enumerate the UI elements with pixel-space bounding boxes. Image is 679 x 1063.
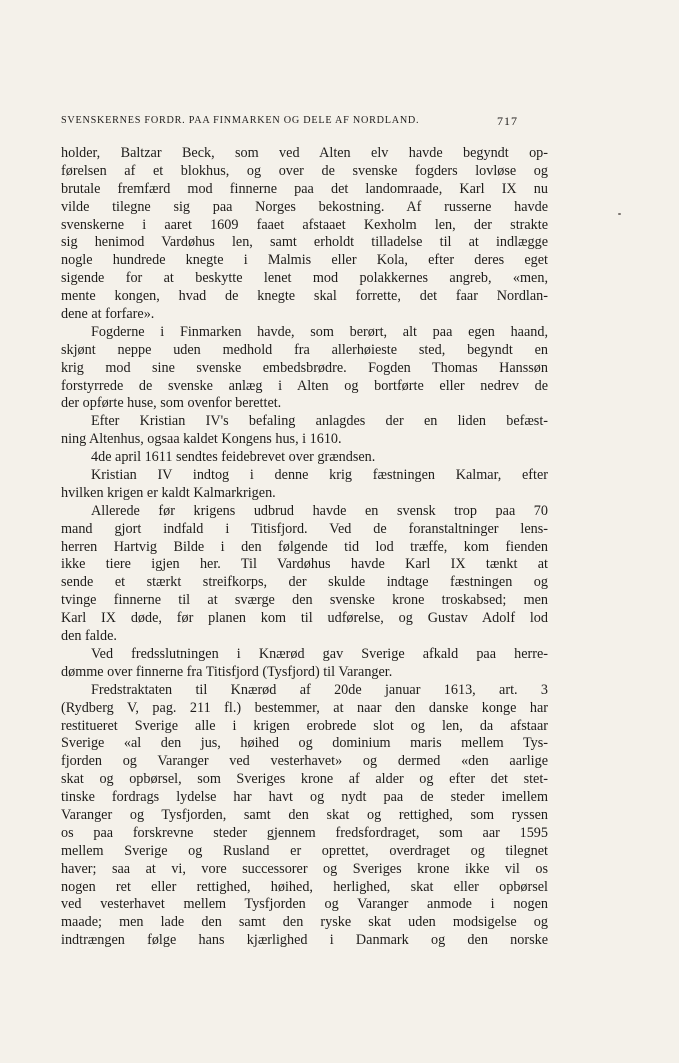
text-line: sigende for at beskytte lenet mod polakkernes angreb, «men, — [61, 270, 548, 287]
running-header — [61, 113, 518, 129]
text-line: Efter Kristian IV's befaling anlagdes der en liden befæst- — [91, 413, 548, 430]
text-line: Varanger og Tysfjorden, samt den skat og rettighed, som ryssen — [61, 806, 548, 823]
text-line: Ved fredsslutningen i Knærød gav Sverige afkald paa herre- — [91, 645, 548, 662]
text-line: sende et stærkt streifkorps, der skulde indtage fæstningen og — [61, 574, 548, 591]
body-text — [61, 145, 548, 950]
text-line: sig henimod Vardøhus len, samt erholdt tilladelse til at indlægge — [61, 234, 548, 251]
text-line: mente kongen, hvad de knegte skal forrette, det faar Nordlan- — [61, 288, 548, 305]
text-line: Fredstraktaten til Knærød af 20de januar 1613, art. 3 — [91, 681, 548, 698]
text-line: tvinge finnerne til at sværge den svenske krone troskabsed; men — [61, 592, 548, 609]
text-line: maade; men lade den samt den ryske skat uden modsigelse og — [61, 914, 548, 931]
text-line: nogen ret eller rettighed, høihed, herlighed, skat eller opbørsel — [61, 878, 548, 895]
text-line: ikke tiere igjen her. Til Vardøhus havde Karl IX tænkt at — [61, 556, 548, 573]
page-number: 717 — [497, 114, 518, 128]
text-line: dene at forfare». — [61, 306, 155, 323]
text-line: holder, Baltzar Beck, som ved Alten elv havde begyndt op- — [61, 145, 548, 161]
text-line: haver; saa at vi, vore successorer og Sveriges krone ikke vil os — [61, 860, 548, 877]
text-line: svenskerne i aaret 1609 faaet afstaaet Kexholm len, der strakte — [61, 216, 548, 233]
text-line: førelsen af et blokhus, og over de svenske fogders lovløse og — [61, 162, 548, 179]
text-line: Karl IX døde, før planen kom til udførelse, og Gustav Adolf lod — [61, 610, 548, 627]
text-line: nogle hundrede knegte i Malmis eller Kola, efter deres eget — [61, 252, 548, 269]
text-line: tinske fordrags lydelse har havt og nydt paa de steder imellem — [61, 789, 548, 806]
text-line: Sverige «al den jus, høihed og dominium maris mellem Tys- — [61, 735, 548, 752]
text-line: Kristian IV indtog i denne krig fæstningen Kalmar, efter — [91, 467, 548, 484]
text-line: skjønt neppe uden medhold fra allerhøieste sted, begyndt en — [61, 341, 548, 358]
text-line: herren Hartvig Bilde i den følgende tid lod træffe, kom fienden — [61, 538, 548, 555]
text-line: fjorden og Varanger ved vesterhavet» og dermed «den aarlige — [61, 753, 548, 770]
text-line: Allerede før krigens udbrud havde en svensk trop paa 70 — [91, 502, 548, 519]
text-line: forstyrrede de svenske anlæg i Alten og bortførte eller nedrev de — [61, 377, 548, 394]
text-line: brutale fremfærd mod finnerne paa det landomraade, Karl IX nu — [61, 180, 548, 197]
text-line: dømme over finnerne fra Titisfjord (Tysfjord) til Varanger. — [61, 663, 393, 680]
text-line: skat og opbørsel, som Sveriges krone af alder og efter det stet- — [61, 771, 548, 788]
text-line: der opførte huse, som ovenfor berettet. — [61, 395, 282, 412]
text-line: ning Altenhus, ogsaa kaldet Kongens hus, i 1610. — [61, 431, 342, 448]
text-line: ved vesterhavet mellem Tysfjorden og Varanger anmode i nogen — [61, 896, 548, 913]
text-line: 4de april 1611 sendtes feidebrevet over grændsen. — [91, 449, 376, 466]
paper-speck — [618, 213, 621, 215]
text-line: den falde. — [61, 628, 117, 645]
text-line: indtrængen følge hans kjærlighed i Danmark og den norske — [61, 932, 548, 949]
text-line: os paa forskrevne steder gjennem fredsfordraget, som aar 1595 — [61, 824, 548, 841]
running-title: SVENSKERNES FORDR. PAA FINMARKEN OG DELE AF NORDLAND. — [61, 115, 420, 126]
text-line: krig mod sine svenske embedsbrødre. Fogden Thomas Hanssøn — [61, 359, 548, 376]
text-line: Fogderne i Finmarken havde, som berørt, alt paa egen haand, — [91, 323, 548, 340]
text-line: (Rydberg V, pag. 211 fl.) bestemmer, at naar den danske konge har — [61, 699, 548, 716]
text-line: vilde tilegne sig paa Norges bekostning. Af russerne havde — [61, 198, 548, 215]
text-line: hvilken krigen er kaldt Kalmarkrigen. — [61, 484, 276, 501]
text-line: mand gjort indfald i Titisfjord. Ved de foranstaltninger lens- — [61, 520, 548, 537]
text-line: mellem Sverige og Rusland er oprettet, overdraget og tilegnet — [61, 842, 548, 859]
text-line: restitueret Sverige alle i krigen erobrede slot og len, da afstaar — [61, 717, 548, 734]
